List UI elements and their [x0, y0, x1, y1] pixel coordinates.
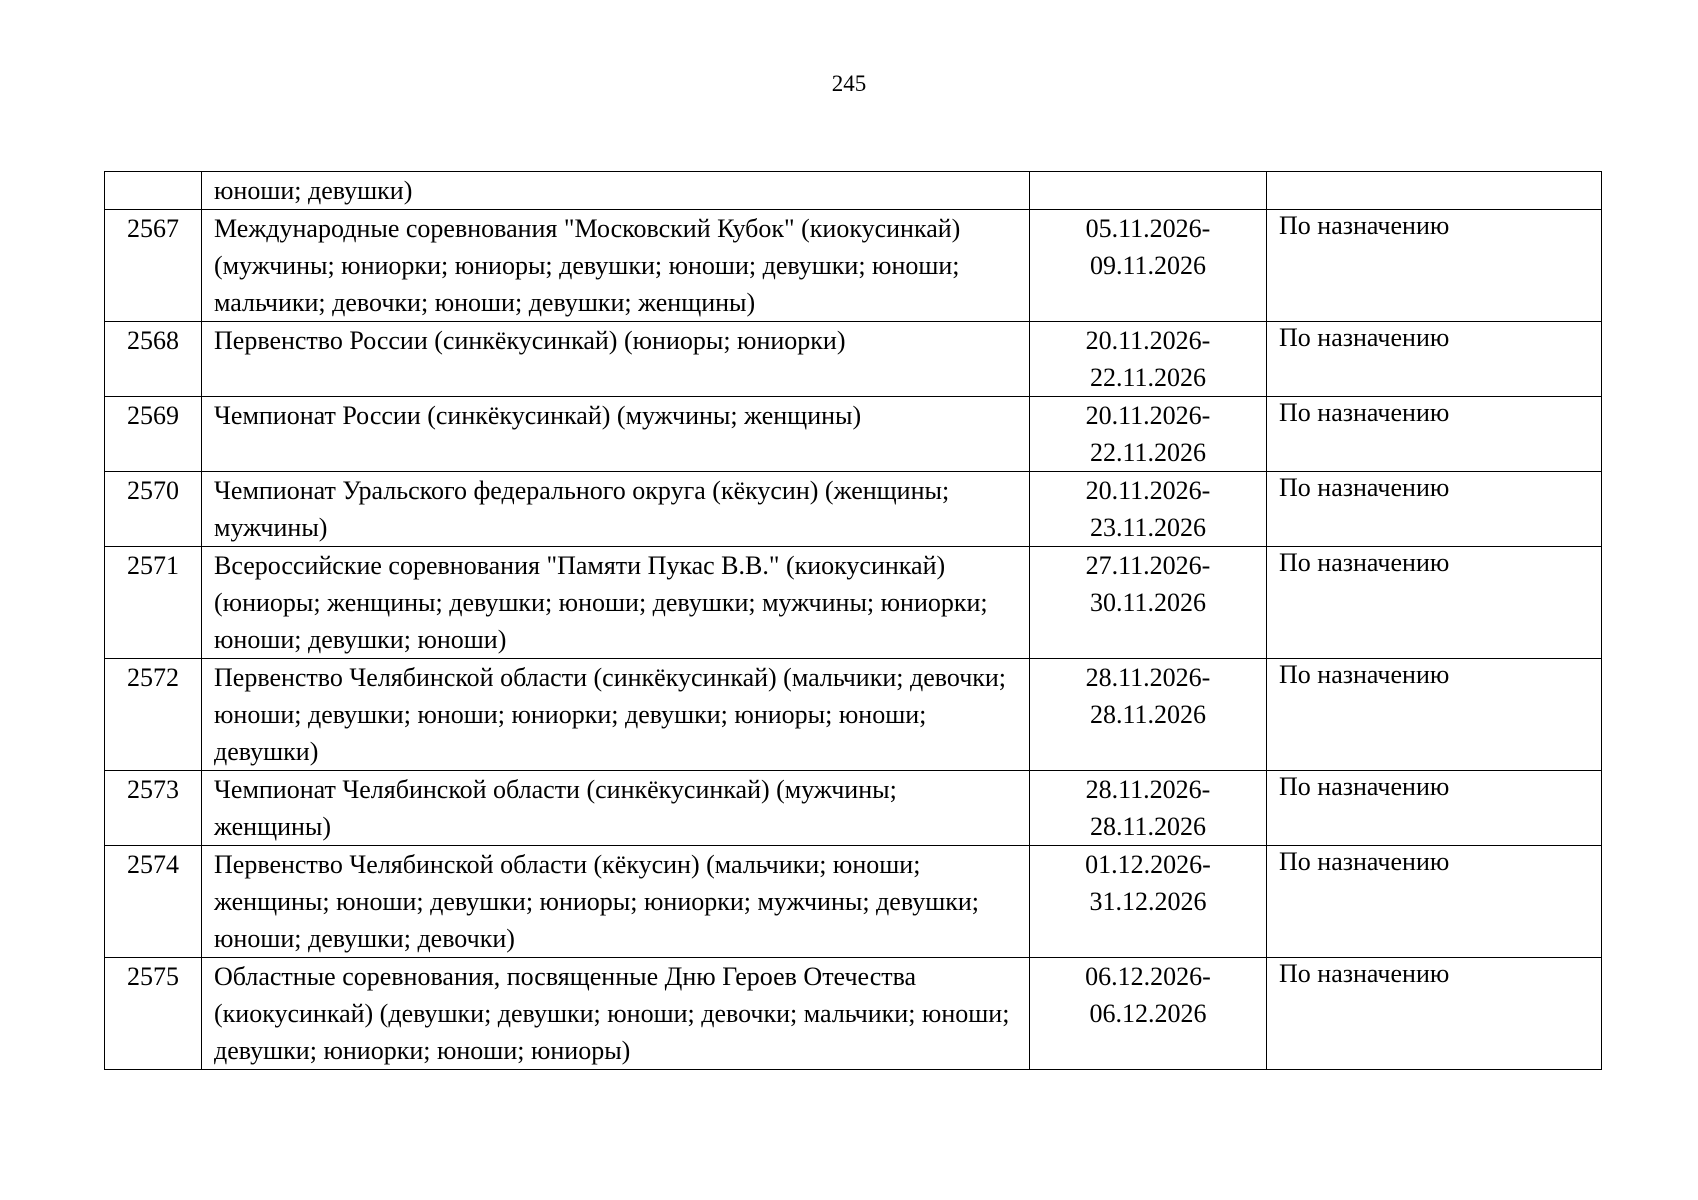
date-start: 20.11.2026-: [1085, 401, 1211, 430]
date-start: 01.12.2026-: [1085, 850, 1211, 879]
event-dates: [1030, 322, 1267, 397]
event-title: юноши; девушки): [202, 172, 1030, 210]
row-number: 2575: [105, 958, 202, 1070]
event-venue: По назначению: [1267, 771, 1602, 846]
table-row: [105, 172, 1602, 210]
date-start: 06.12.2026-: [1085, 962, 1211, 991]
event-venue: По назначению: [1267, 846, 1602, 958]
event-venue: По назначению: [1267, 397, 1602, 472]
date-end: 22.11.2026: [1089, 438, 1207, 467]
date-end: 30.11.2026: [1089, 588, 1207, 617]
row-number: 2574: [105, 846, 202, 958]
date-start: 27.11.2026-: [1085, 551, 1211, 580]
event-dates: [1030, 472, 1267, 547]
date-end: 09.11.2026: [1089, 251, 1207, 280]
event-venue: По назначению: [1267, 659, 1602, 771]
event-venue: По назначению: [1267, 958, 1602, 1070]
date-end: 28.11.2026: [1089, 812, 1207, 841]
page-number: 245: [831, 71, 867, 96]
date-end: 06.12.2026: [1089, 999, 1207, 1028]
event-venue: По назначению: [1267, 547, 1602, 659]
date-end: 23.11.2026: [1089, 513, 1207, 542]
row-number: 2569: [105, 397, 202, 472]
row-number: 2572: [105, 659, 202, 771]
table-row: [105, 472, 1602, 547]
event-venue: По назначению: [1267, 210, 1602, 322]
event-dates: [1030, 397, 1267, 472]
date-end: 22.11.2026: [1089, 363, 1207, 392]
event-dates: [1030, 210, 1267, 322]
table-row: [105, 322, 1602, 397]
table-row: [105, 210, 1602, 322]
event-title: Чемпионат Уральского федерального округа (кёкусин) (женщины; мужчины): [202, 472, 1030, 547]
event-dates: [1030, 771, 1267, 846]
event-title: Всероссийские соревнования "Памяти Пукас В.В." (киокусинкай) (юниоры; женщины; девушки; юноши; девушки; мужчины; юниорки; юноши; девушки; юноши): [202, 547, 1030, 659]
date-end: 31.12.2026: [1089, 887, 1207, 916]
event-title: Международные соревнования "Московский Кубок" (киокусинкай) (мужчины; юниорки; юниоры; девушки; юноши; девушки; юноши; мальчики; девочки; юноши; девушки; женщины): [202, 210, 1030, 322]
row-number: 2568: [105, 322, 202, 397]
event-venue: [1267, 172, 1602, 210]
row-number: 2573: [105, 771, 202, 846]
event-dates: [1030, 846, 1267, 958]
date-start: 28.11.2026-: [1085, 663, 1211, 692]
event-venue: По назначению: [1267, 322, 1602, 397]
event-title: Первенство России (синкёкусинкай) (юниоры; юниорки): [202, 322, 1030, 397]
table-row: [105, 771, 1602, 846]
table-row: [105, 846, 1602, 958]
table-row: [105, 659, 1602, 771]
event-title: Первенство Челябинской области (синкёкусинкай) (мальчики; девочки; юноши; девушки; юноши; юниорки; девушки; юниоры; юноши; девушки): [202, 659, 1030, 771]
events-table: [104, 171, 1602, 1070]
event-title: Первенство Челябинской области (кёкусин) (мальчики; юноши; женщины; юноши; девушки; юниоры; юниорки; мужчины; девушки; юноши; девушки; девочки): [202, 846, 1030, 958]
event-title: Чемпионат Челябинской области (синкёкусинкай) (мужчины; женщины): [202, 771, 1030, 846]
date-start: 20.11.2026-: [1085, 476, 1211, 505]
row-number: 2570: [105, 472, 202, 547]
date-start: 20.11.2026-: [1085, 326, 1211, 355]
event-title: Областные соревнования, посвященные Дню Героев Отечества (киокусинкай) (девушки; девушки; юноши; девочки; мальчики; юноши; девушки; юниорки; юноши; юниоры): [202, 958, 1030, 1070]
event-dates: [1030, 958, 1267, 1070]
row-number: [105, 172, 202, 210]
date-end: 28.11.2026: [1089, 700, 1207, 729]
table-row: [105, 397, 1602, 472]
row-number: 2571: [105, 547, 202, 659]
event-dates: [1030, 659, 1267, 771]
event-title: Чемпионат России (синкёкусинкай) (мужчины; женщины): [202, 397, 1030, 472]
event-dates: [1030, 547, 1267, 659]
table-row: [105, 547, 1602, 659]
row-number: 2567: [105, 210, 202, 322]
date-start: 28.11.2026-: [1085, 775, 1211, 804]
event-venue: По назначению: [1267, 472, 1602, 547]
event-dates: [1030, 172, 1267, 210]
table-row: [105, 958, 1602, 1070]
date-start: 05.11.2026-: [1085, 214, 1211, 243]
